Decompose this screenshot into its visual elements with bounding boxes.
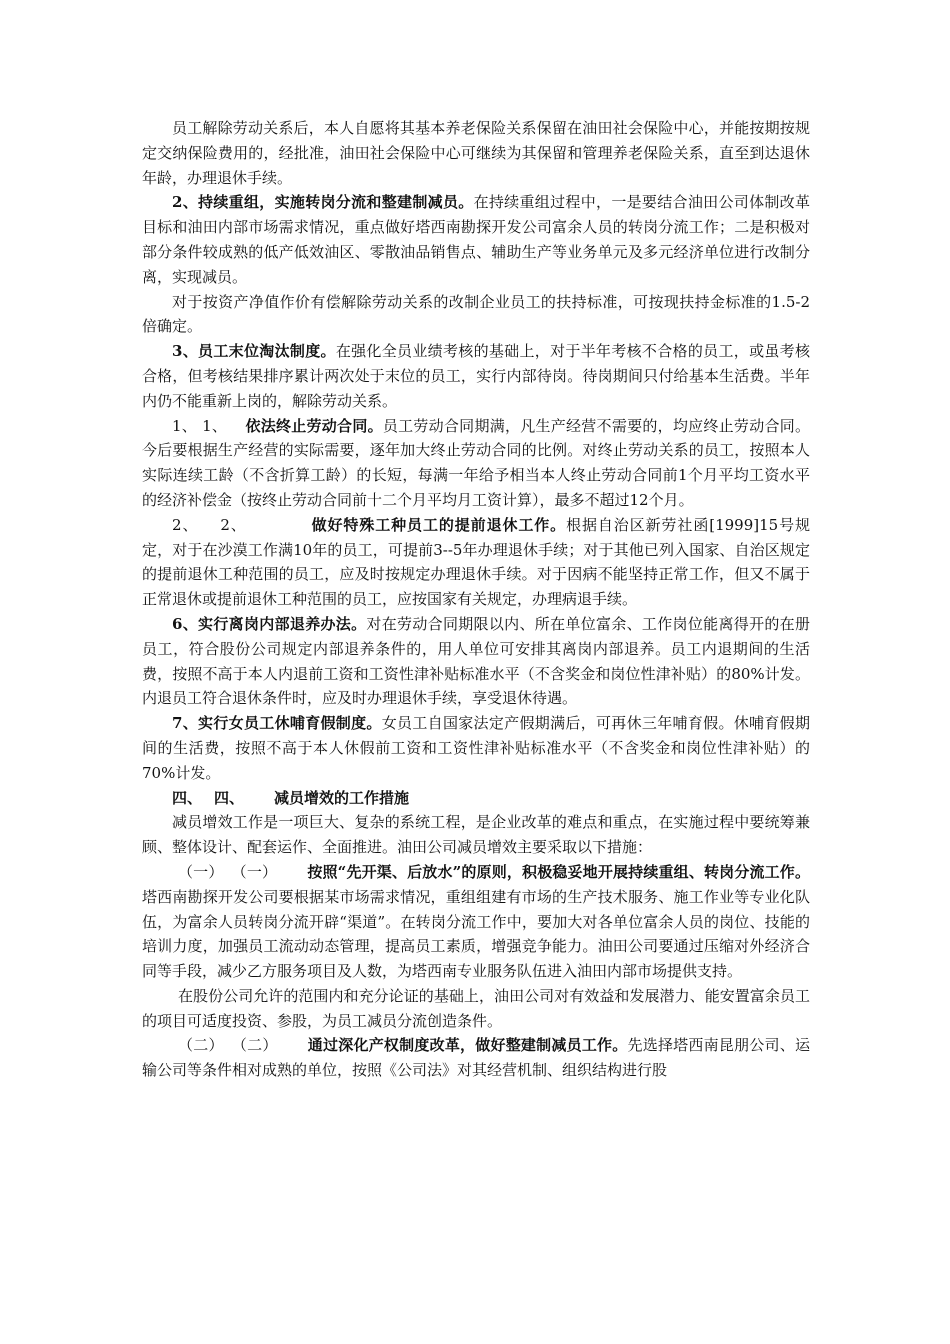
paragraph-item-terminate [142, 414, 810, 513]
paragraph-item-3 [142, 339, 810, 413]
paragraph-measure-2 [142, 1033, 810, 1083]
item-heading: 按照“先开渠、后放水”的原则，积极稳妥地开展持续重组、转岗分流工作。 [307, 862, 810, 881]
item-heading: 做好特殊工种员工的提前退休工作。 [310, 515, 567, 534]
paragraph-item-2 [142, 190, 810, 289]
paragraph-text: 减员增效工作是一项巨大、复杂的系统工程，是企业改革的难点和重点，在实施过程中要统筹兼顾、整体设计、配套运作、全面推进。油田公司减员增效主要采取以下措施： [142, 813, 810, 857]
paragraph-intro-measures [142, 810, 810, 860]
paragraph-text: 在持续重组过程中，一是要结合油田公司体制改革目标和油田内部市场需求情况，重点做好塔西南勘探开发公司富余人员的转岗分流工作；二是积极对部分条件较成熟的低产低效油区、零散油品销售点、辅助生产等业务单元及多元经济单位进行改制分离，实现减员。 [142, 193, 810, 286]
paragraph-text: 在强化全员业绩考核的基础上，对于半年考核不合格的员工，或虽考核合格，但考核结果排序累计两次处于末位的员工，实行内部待岗。待岗期间只付给基本生活费。半年内仍不能重新上岗的，解除劳动关系。 [142, 342, 810, 410]
section-number: 四、 [172, 788, 203, 807]
item-heading: 依法终止劳动合同。 [245, 416, 383, 435]
list-number: 1、 [202, 416, 228, 435]
paragraph-text: 员工劳动合同期满，凡生产经营不需要的，均应终止劳动合同。今后要根据生产经营的实际需要，逐年加大终止劳动合同的比例。对终止劳动关系的员工，按照本人实际连续工龄（不含折算工龄）的长短，每满一年给予相当本人终止劳动合同前1个月平均工资水平的经济补偿金（按终止劳动合同前十二个月平均月工资计算），最多不超过12个月。 [142, 416, 810, 509]
paragraph-measure-1 [142, 860, 810, 984]
paragraph-text: 在股份公司允许的范围内和充分论证的基础上，油田公司对有效益和发展潜力、能安置富余员工的项目可适度投资、参股，为员工减员分流创造条件。 [142, 986, 810, 1030]
section-title: 减员增效的工作措施 [274, 788, 410, 807]
item-heading: 7、实行女员工休哺育假制度。 [172, 714, 382, 733]
item-heading: 2、持续重组，实施转岗分流和整建制减员。 [172, 193, 474, 212]
list-number: （一） [178, 862, 224, 881]
paragraph-item-7 [142, 711, 810, 785]
paragraph-text: 员工解除劳动关系后，本人自愿将其基本养老保险关系保留在油田社会保险中心，并能按期按规定交纳保险费用的，经批准，油田社会保险中心可继续为其保留和管理养老保险关系，直至到达退休年龄，办理退休手续。 [142, 119, 810, 187]
paragraph-text: 根据自治区新劳社函[1999]15号规定，对于在沙漠工作满10年的员工，可提前3--5年办理退休手续；对于其他已列入国家、自治区规定的提前退休工种范围的员工，应及时按规定办理退休手续。对于因病不能坚持正常工作，但又不属于正常退休或提前退休工种范围的员工，应按国家有关规定，办理病退手续。 [142, 515, 811, 609]
list-number: （一） [231, 862, 278, 881]
list-number: 2、 [220, 515, 247, 534]
list-number: 1、 [172, 416, 198, 435]
paragraph-text: 先选择塔西南昆朋公司、运输公司等条件相对成熟的单位，按照《公司法》对其经营机制、组织结构进行股 [142, 1036, 810, 1080]
paragraph-text: 塔西南勘探开发公司要根据某市场需求情况，重组组建有市场的生产技术服务、施工作业等专业化队伍，为富余人员转岗分流开辟“渠道”。在转岗分流工作中，要加大对各单位富余人员的岗位、技能的培训力度，加强员工流动动态管理，提高员工素质，增强竞争能力。油田公司要通过压缩对外经济合同等手段，减少乙方服务项目及人数，为塔西南专业服务队伍进入油田内部市场提供支持。 [142, 887, 810, 981]
paragraph-pension [142, 116, 810, 190]
item-heading: 3、员工末位淘汰制度。 [172, 342, 336, 361]
paragraph-text: 对于按资产净值作价有偿解除劳动关系的改制企业员工的扶持标准，可按现扶持金标准的1.5-2倍确定。 [142, 292, 810, 336]
document-page [142, 116, 810, 1083]
item-heading: 6、实行离岗内部退养办法。 [172, 614, 367, 633]
paragraph-item-retire [142, 513, 810, 612]
section-heading-4 [142, 786, 810, 811]
paragraph-item-6 [142, 612, 810, 711]
list-number: 2、 [172, 515, 199, 534]
list-number: （二） [178, 1036, 224, 1055]
item-heading: 通过深化产权制度改革，做好整建制减员工作。 [307, 1036, 628, 1055]
paragraph-investment [142, 984, 810, 1034]
paragraph-text: 对在劳动合同期限以内、所在单位富余、工作岗位能离得开的在册员工，符合股份公司规定内部退养条件的，用人单位可安排其离岗内部退养。员工内退期间的生活费，按照不高于本人内退前工资和工资性津补贴标准水平（不含奖金和岗位性津补贴）的80%计发。内退员工符合退休条件时，应及时办理退休手续，享受退休待遇。 [142, 614, 810, 708]
section-number: 四、 [214, 788, 245, 807]
list-number: （二） [231, 1036, 278, 1055]
paragraph-text: 女员工自国家法定产假期满后，可再休三年哺育假。休哺育假期间的生活费，按照不高于本人休假前工资和工资性津补贴标准水平（不含奖金和岗位性津补贴）的70%计发。 [142, 714, 810, 782]
paragraph-support-standard [142, 290, 810, 340]
